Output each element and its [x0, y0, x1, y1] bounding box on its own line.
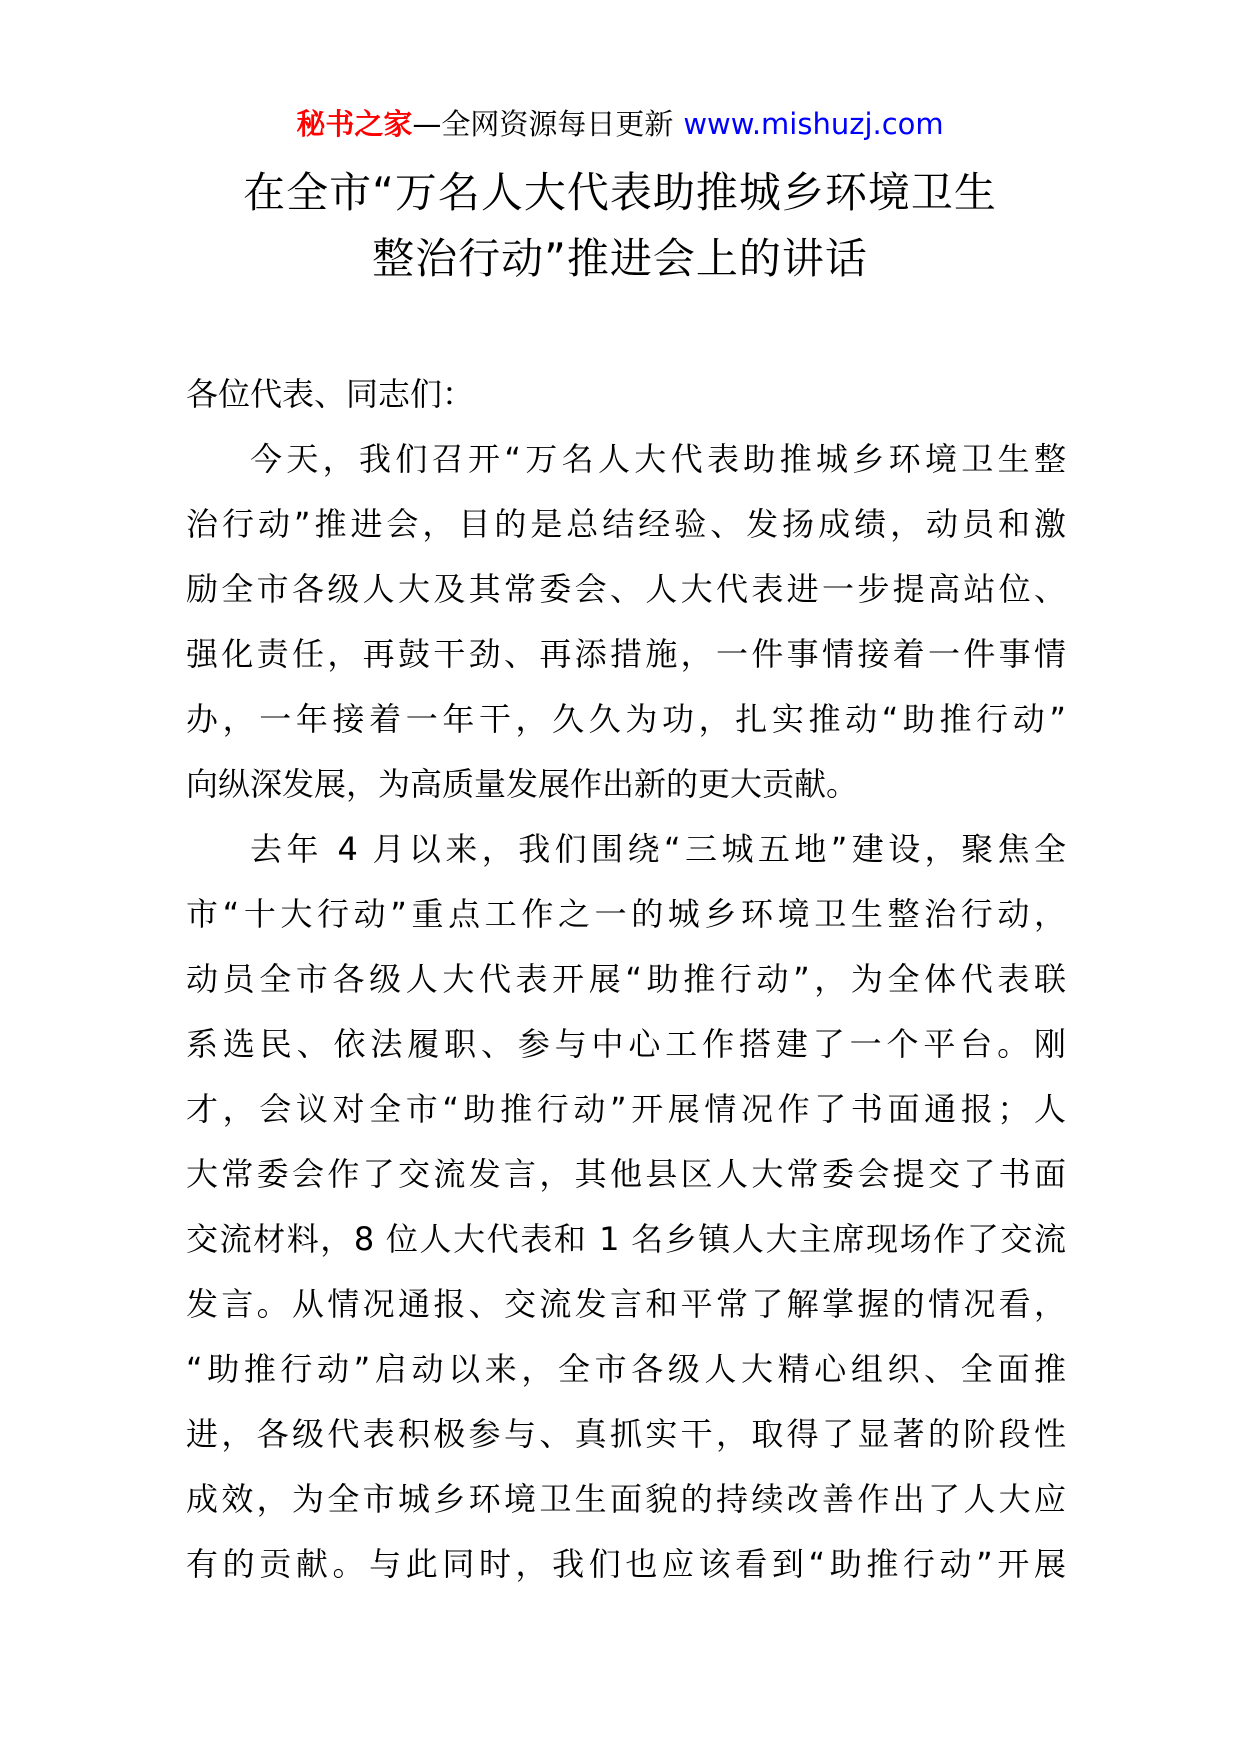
- paragraph-2-line: 系选民、依法履职、参与中心工作搭建了一个平台。刚: [186, 1025, 1066, 1063]
- paragraph-2-line: 发言。从情况通报、交流发言和平常了解掌握的情况看，: [186, 1285, 1066, 1323]
- paragraph-1-line: 励全市各级人大及其常委会、人大代表进一步提高站位、: [186, 570, 1066, 608]
- site-url-link[interactable]: www.mishuzj.com: [683, 107, 944, 141]
- brand-name: 秘书之家: [296, 107, 413, 141]
- title-line-1: 在全市“万名人大代表助推城乡环境卫生: [243, 168, 997, 217]
- header-tagline: —全网资源每日更新: [412, 107, 674, 141]
- salutation: 各位代表、同志们：: [186, 375, 475, 413]
- paragraph-2-line: 去年 4 月以来，我们围绕“三城五地”建设，聚焦全: [250, 830, 1066, 868]
- paragraph-2-line: 大常委会作了交流发言，其他县区人大常委会提交了书面: [186, 1155, 1066, 1193]
- paragraph-2-line: 交流材料，8 位人大代表和 1 名乡镇人大主席现场作了交流: [186, 1220, 1066, 1258]
- paragraph-1-line: 今天，我们召开“万名人大代表助推城乡环境卫生整: [250, 440, 1066, 478]
- paragraph-1-line: 治行动”推进会，目的是总结经验、发扬成绩，动员和激: [186, 505, 1066, 543]
- paragraph-2-line: “助推行动”启动以来，全市各级人大精心组织、全面推: [186, 1350, 1066, 1388]
- paragraph-2-line: 市“十大行动”重点工作之一的城乡环境卫生整治行动，: [186, 895, 1066, 933]
- paragraph-2-line: 有的贡献。与此同时，我们也应该看到“助推行动”开展: [186, 1545, 1066, 1583]
- paragraph-2-line: 才，会议对全市“助推行动”开展情况作了书面通报；人: [186, 1090, 1066, 1128]
- paragraph-2-line: 动员全市各级人大代表开展“助推行动”，为全体代表联: [186, 960, 1066, 998]
- paragraph-2-line: 进，各级代表积极参与、真抓实干，取得了显著的阶段性: [186, 1415, 1066, 1453]
- site-header: [0, 104, 1240, 144]
- title-line-2: 整治行动”推进会上的讲话: [372, 234, 868, 283]
- paragraph-1-line: 办，一年接着一年干，久久为功，扎实推动“助推行动”: [186, 700, 1066, 738]
- document-title: [150, 160, 1090, 292]
- paragraph-1-line: 强化责任，再鼓干劲、再添措施，一件事情接着一件事情: [186, 635, 1066, 673]
- document-body: [186, 362, 1066, 1597]
- paragraph-1-line: 向纵深发展，为高质量发展作出新的更大贡献。: [186, 765, 859, 803]
- paragraph-2-line: 成效，为全市城乡环境卫生面貌的持续改善作出了人大应: [186, 1480, 1066, 1518]
